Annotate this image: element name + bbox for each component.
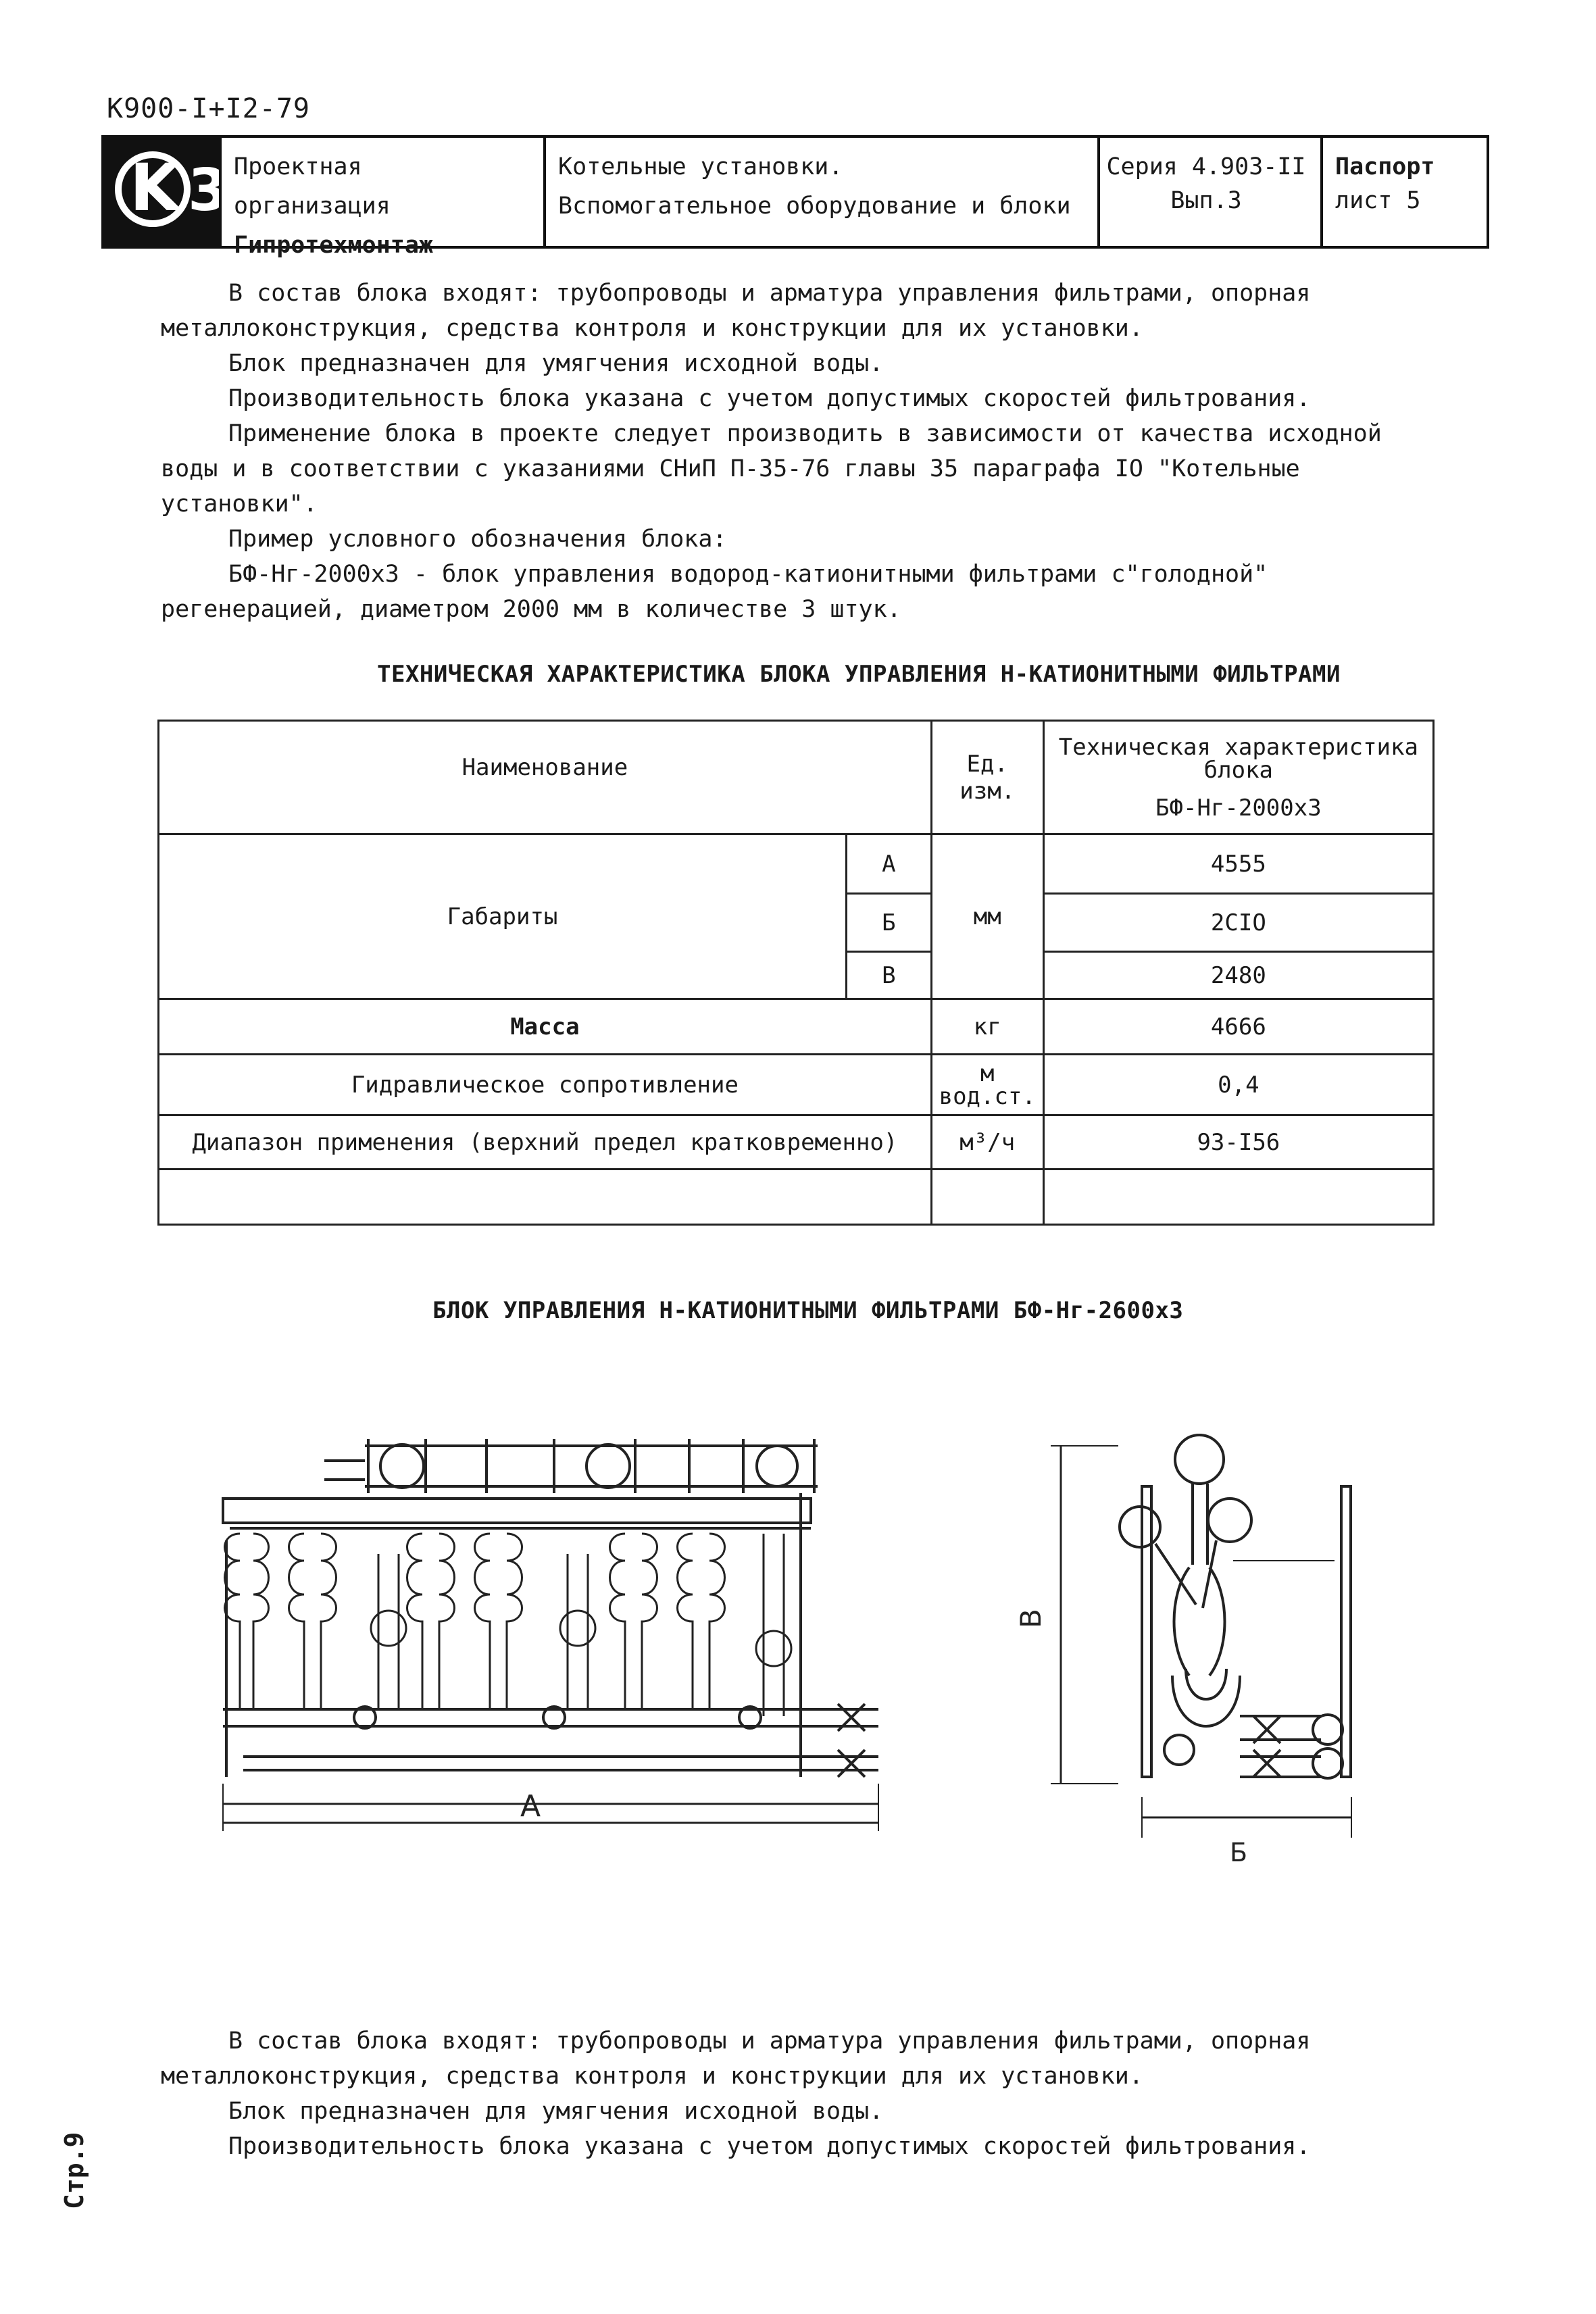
dim-b-label: Б bbox=[847, 894, 932, 952]
dim-a-value: 4555 bbox=[1043, 834, 1433, 894]
side-view-drawing bbox=[1010, 1432, 1389, 1892]
series-line-2: Вып.3 bbox=[1170, 187, 1242, 214]
subject-cell bbox=[543, 138, 1097, 246]
outro-line: В состав блока входят: трубопроводы и арматура управления фильтрами, опорная bbox=[228, 2028, 1311, 2055]
header-unit: Ед. изм. bbox=[931, 721, 1043, 834]
org-cell bbox=[219, 138, 543, 259]
org-label: Проектная организация bbox=[234, 153, 391, 220]
intro-line: установки". bbox=[161, 491, 318, 518]
outro-line: Блок предназначен для умягчения исходной воды. bbox=[228, 2098, 884, 2125]
dim-v-label: В bbox=[847, 952, 932, 999]
ckz-logo: K 3 bbox=[104, 138, 219, 246]
empty-cell bbox=[1043, 1169, 1433, 1225]
outro-line: металлоконструкция, средства контроля и конструкции для их установки. bbox=[161, 2063, 1143, 2090]
intro-line: Блок предназначен для умягчения исходной воды. bbox=[228, 350, 884, 377]
empty-cell bbox=[931, 1169, 1043, 1225]
spec-table bbox=[157, 720, 1435, 1226]
intro-line: воды и в соответствии с указаниями СНиП П-35-76 главы 35 параграфа IO "Котельные bbox=[161, 455, 1300, 482]
document-code: К900-I+I2-79 bbox=[107, 93, 310, 124]
hyd-unit: м вод.ст. bbox=[931, 1055, 1043, 1115]
drawing-title: БЛОК УПРАВЛЕНИЯ Н-КАТИОНИТНЫМИ ФИЛЬТРАМИ БФ-Нг-2600х3 bbox=[432, 1297, 1184, 1324]
side-height-label: В bbox=[1014, 1609, 1047, 1628]
table-title: ТЕХНИЧЕСКАЯ ХАРАКТЕРИСТИКА БЛОКА УПРАВЛЕНИЯ Н-КАТИОНИТНЫМИ ФИЛЬТРАМИ bbox=[377, 661, 1341, 688]
dim-a-label: А bbox=[847, 834, 932, 894]
hyd-value: 0,4 bbox=[1043, 1055, 1433, 1115]
empty-cell bbox=[159, 1169, 932, 1225]
hyd-label: Гидравлическое сопротивление bbox=[159, 1055, 932, 1115]
title-block bbox=[101, 135, 1489, 259]
sheet-number: лист 5 bbox=[1335, 187, 1421, 214]
series-line-1: Серия 4.903-II bbox=[1106, 153, 1306, 180]
mass-unit: кг bbox=[931, 999, 1043, 1055]
doc-type: Паспорт bbox=[1335, 153, 1435, 180]
intro-line: БФ-Нг-2000х3 - блок управления водород-катионитными фильтрами с"голодной" bbox=[228, 561, 1268, 588]
intro-line: регенерацией, диаметром 2000 мм в количестве 3 штук. bbox=[161, 596, 901, 623]
intro-line: металлоконструкция, средства контроля и конструкции для их установки. bbox=[161, 315, 1143, 342]
header-name: Наименование bbox=[159, 721, 932, 834]
side-width-label: Б bbox=[1230, 1838, 1248, 1867]
mass-label: Масса bbox=[159, 999, 932, 1055]
subject-line-1: Котельные установки. bbox=[558, 153, 843, 180]
org-name: Гипротехмонтаж bbox=[234, 232, 434, 259]
range-value: 93-I56 bbox=[1043, 1115, 1433, 1169]
intro-line: Пример условного обозначения блока: bbox=[228, 526, 727, 553]
intro-line: Производительность блока указана с учетом допустимых скоростей фильтрования. bbox=[228, 385, 1311, 412]
dims-unit: мм bbox=[931, 834, 1043, 999]
range-unit: м³/ч bbox=[931, 1115, 1043, 1169]
range-label: Диапазон применения (верхний предел кратковременно) bbox=[159, 1115, 932, 1169]
dim-b-value: 2CIO bbox=[1043, 894, 1433, 952]
dims-label: Габариты bbox=[159, 834, 847, 999]
front-dim-label: А bbox=[520, 1789, 541, 1823]
front-view-drawing bbox=[203, 1426, 912, 1885]
outro-text bbox=[161, 2023, 1445, 2164]
mass-value: 4666 bbox=[1043, 999, 1433, 1055]
intro-text bbox=[161, 276, 1445, 627]
page-number: Стр.9 bbox=[59, 2132, 89, 2209]
dim-v-value: 2480 bbox=[1043, 952, 1433, 999]
header-spec: Техническая характеристика блока БФ-Нг-2000х3 bbox=[1043, 721, 1433, 834]
sheet-cell bbox=[1320, 138, 1487, 246]
series-cell bbox=[1097, 138, 1320, 246]
intro-line: В состав блока входят: трубопроводы и арматура управления фильтрами, опорная bbox=[228, 280, 1311, 307]
intro-line: Применение блока в проекте следует производить в зависимости от качества исходной bbox=[228, 420, 1382, 447]
subject-line-2: Вспомогательное оборудование и блоки bbox=[558, 193, 1071, 220]
outro-line: Производительность блока указана с учетом допустимых скоростей фильтрования. bbox=[228, 2133, 1311, 2160]
